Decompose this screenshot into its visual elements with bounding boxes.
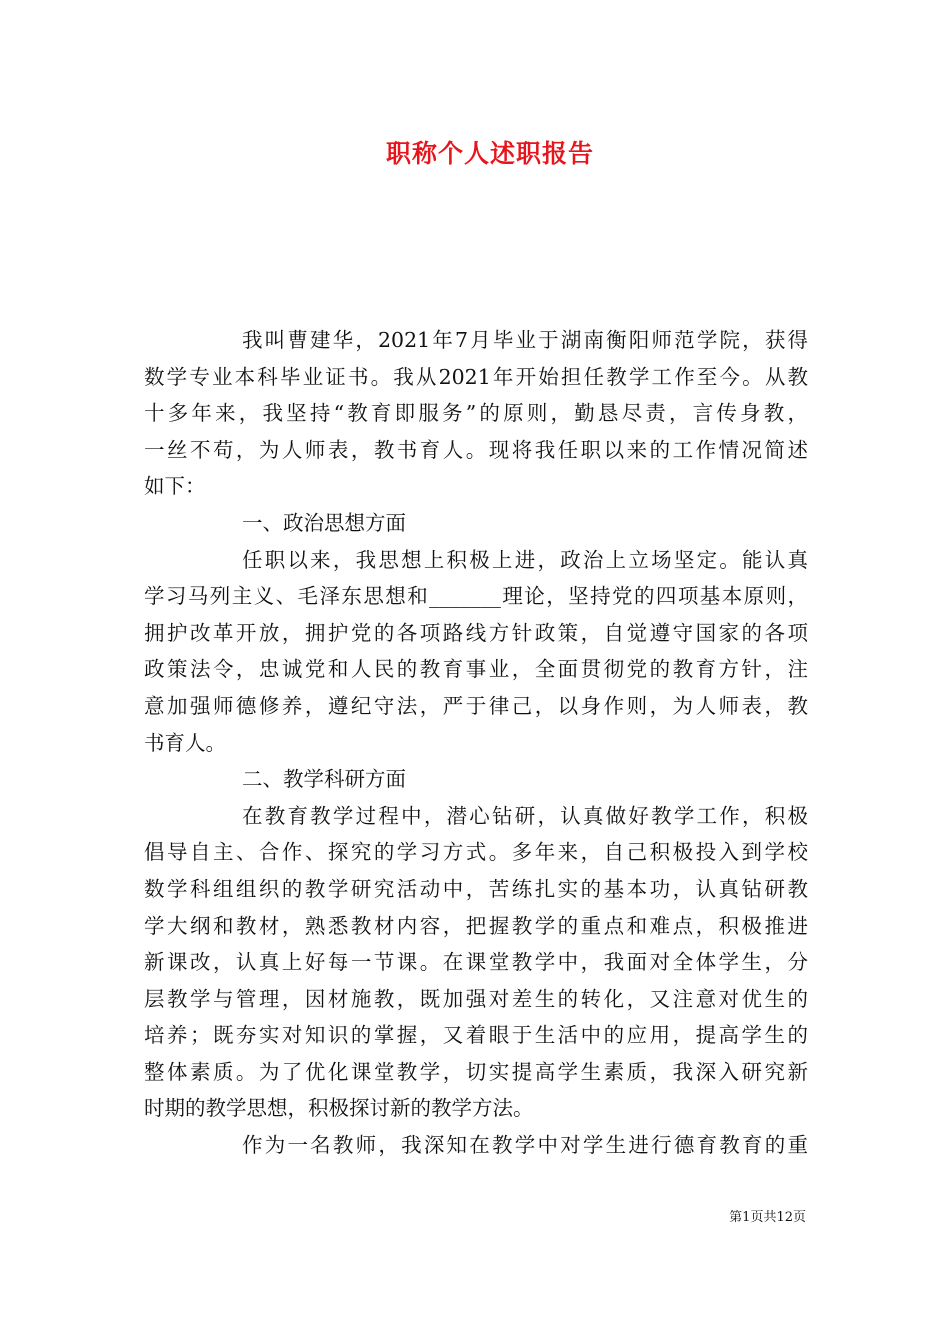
text-line: 学大纲和教材，熟悉教材内容，把握教学的重点和难点，积极推进 [144,913,808,938]
text-line: 层教学与管理，因材施教，既加强对差生的转化，又注意对优生的 [144,986,808,1011]
text-line: 新课改，认真上好每一节课。在课堂教学中，我面对全体学生，分 [144,950,808,975]
page-title: 职称个人述职报告 [385,139,594,168]
text-line: 政策法令，忠诚党和人民的教育事业，全面贯彻党的教育方针，注 [144,657,808,682]
text-line: 书育人。 [144,730,226,755]
text-line: 意加强师德修养，遵纪守法，严于律己，以身作则，为人师表，教 [144,693,808,718]
text-line: 一、政治思想方面 [242,510,406,535]
text-line: 数学专业本科毕业证书。我从2021年开始担任教学工作至今。从教 [144,364,808,389]
document-body [144,322,808,1164]
text-line: 十多年来，我坚持“教育即服务”的原则，勤恳尽责，言传身教， [144,401,808,426]
text-line: 倡导自主、合作、探究的学习方式。多年来，自己积极投入到学校 [144,840,808,865]
text-line: 二、教学科研方面 [242,767,406,792]
text-line: 数学科组组织的教学研究活动中，苦练扎实的基本功，认真钻研教 [144,876,808,901]
text-line: 时期的教学思想，积极探讨新的教学方法。 [144,1096,534,1121]
text-line: 一丝不苟，为人师表，教书育人。现将我任职以来的工作情况简述 [144,437,808,462]
text-line: 学习马列主义、毛泽东思想和_______理论，坚持党的四项基本原则， [144,584,808,609]
text-line: 培养；既夯实对知识的掌握，又着眼于生活中的应用，提高学生的 [144,1023,808,1048]
text-line: 我叫曹建华，2021年7月毕业于湖南衡阳师范学院，获得 [242,328,808,352]
page-number: 第1页共12页 [729,1210,806,1225]
text-line: 作为一名教师，我深知在教学中对学生进行德育教育的重 [242,1133,808,1158]
text-line: 整体素质。为了优化课堂教学，切实提高学生素质，我深入研究新 [144,1059,808,1084]
text-line: 在教育教学过程中，潜心钻研，认真做好教学工作，积极 [242,803,808,828]
text-line: 拥护改革开放，拥护党的各项路线方针政策，自觉遵守国家的各项 [144,620,808,645]
text-line: 如下： [144,474,206,499]
text-line: 任职以来，我思想上积极上进，政治上立场坚定。能认真 [242,547,808,572]
